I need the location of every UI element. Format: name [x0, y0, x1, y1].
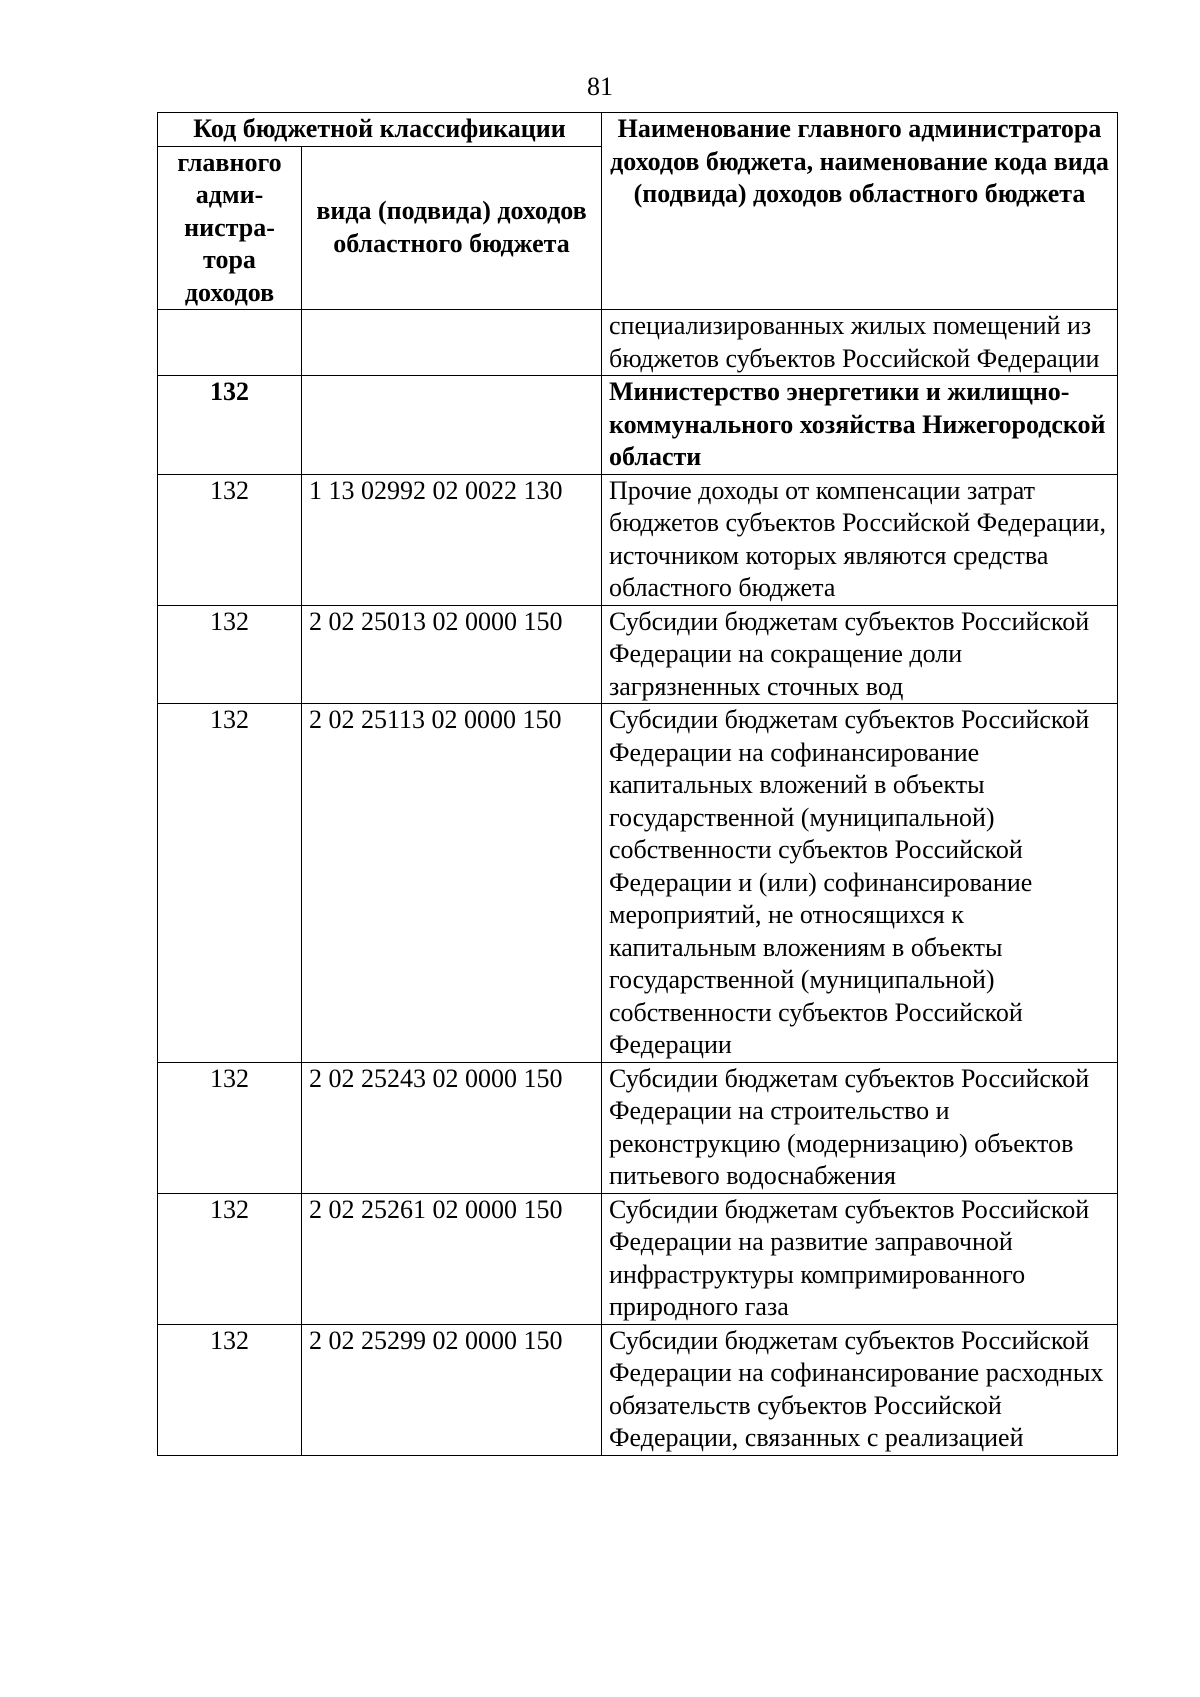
- header-income-type-code: вида (подвида) доходов областного бюджета: [302, 146, 602, 310]
- admin-code-cell: 132: [158, 1062, 302, 1193]
- header-main-administrator: главного адми-нистра-тора доходов: [158, 146, 302, 310]
- income-code-cell: 2 02 25243 02 0000 150: [302, 1062, 602, 1193]
- table-row: [158, 1193, 1118, 1324]
- admin-code-cell: 132: [158, 474, 302, 605]
- income-code-cell: 1 13 02992 02 0022 130: [302, 474, 602, 605]
- table-row: [158, 376, 1118, 475]
- table-body: [158, 310, 1118, 1456]
- admin-code-cell: 132: [158, 376, 302, 475]
- income-name-cell: Субсидии бюджетам субъектов Российской Федерации на софинансирование расходных обязательств субъектов Российской Федерации, связанных с реализацией: [602, 1324, 1118, 1455]
- header-name-column: Наименование главного администратора доходов бюджета, наименование кода вида (подвида) доходов областного бюджета: [602, 113, 1118, 310]
- income-code-cell: 2 02 25013 02 0000 150: [302, 605, 602, 704]
- income-name-cell: Субсидии бюджетам субъектов Российской Федерации на сокращение доли загрязненных сточных вод: [602, 605, 1118, 704]
- income-code-cell: [302, 376, 602, 475]
- income-code-cell: [302, 310, 602, 376]
- income-code-cell: 2 02 25113 02 0000 150: [302, 704, 602, 1063]
- income-name-cell: Субсидии бюджетам субъектов Российской Федерации на строительство и реконструкцию (модернизацию) объектов питьевого водоснабжения: [602, 1062, 1118, 1193]
- table-row: [158, 704, 1118, 1063]
- income-code-cell: 2 02 25299 02 0000 150: [302, 1324, 602, 1455]
- table-row: [158, 1324, 1118, 1455]
- admin-code-cell: 132: [158, 704, 302, 1063]
- table-row: [158, 474, 1118, 605]
- header-row-group: [158, 113, 1118, 147]
- table-row: [158, 310, 1118, 376]
- header-budget-classification-code: Код бюджетной классификации: [158, 113, 602, 147]
- income-name-cell: Прочие доходы от компенсации затрат бюджетов субъектов Российской Федерации, источником которых являются средства областного бюджета: [602, 474, 1118, 605]
- admin-code-cell: 132: [158, 605, 302, 704]
- admin-code-cell: [158, 310, 302, 376]
- admin-code-cell: 132: [158, 1193, 302, 1324]
- income-code-cell: 2 02 25261 02 0000 150: [302, 1193, 602, 1324]
- admin-code-cell: 132: [158, 1324, 302, 1455]
- income-name-cell: Субсидии бюджетам субъектов Российской Федерации на развитие заправочной инфраструктуры компримированного природного газа: [602, 1193, 1118, 1324]
- budget-classification-table: [157, 112, 1118, 1456]
- page-number: 81: [587, 72, 613, 101]
- income-name-cell: специализированных жилых помещений из бюджетов субъектов Российской Федерации: [602, 310, 1118, 376]
- income-name-cell: Министерство энергетики и жилищно-коммунального хозяйства Нижегородской области: [602, 376, 1118, 475]
- table-row: [158, 605, 1118, 704]
- table-row: [158, 1062, 1118, 1193]
- income-name-cell: Субсидии бюджетам субъектов Российской Федерации на софинансирование капитальных вложений в объекты государственной (муниципальной) собственности субъектов Российской Федерации и (или) софинансирование мероприятий, не относящихся к капитальным вложениям в объекты государственной (муниципальной) собственности субъектов Российской Федерации: [602, 704, 1118, 1063]
